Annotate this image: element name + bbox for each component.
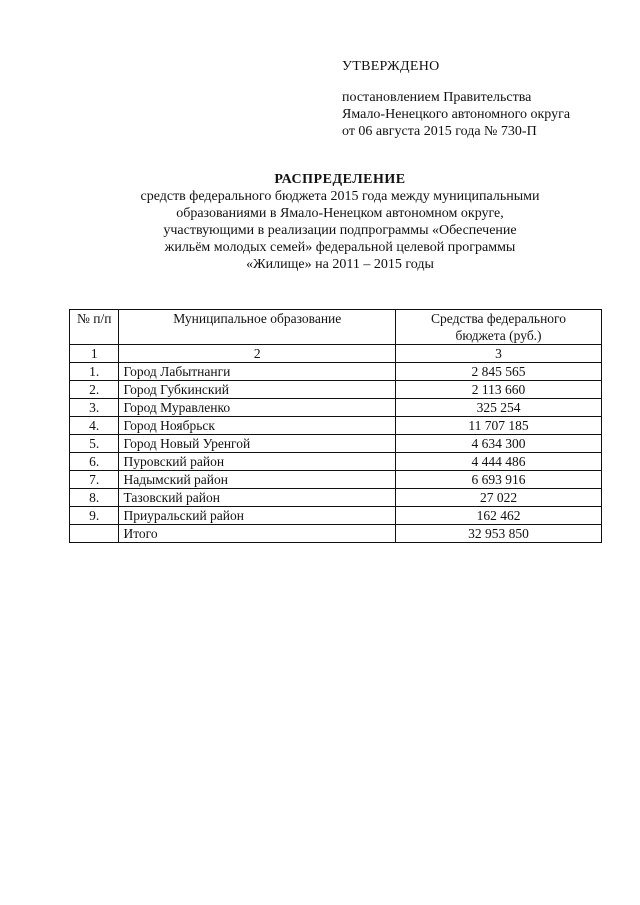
header-amount bbox=[396, 310, 602, 345]
row-name: Надымский район bbox=[119, 471, 396, 489]
row-amount: 6 693 916 bbox=[396, 471, 602, 489]
total-label: Итого bbox=[119, 525, 396, 543]
index-cell: 2 bbox=[119, 345, 396, 363]
table-row bbox=[70, 363, 602, 381]
row-num: 9. bbox=[70, 507, 119, 525]
table-index-row bbox=[70, 345, 602, 363]
title-line: участвующими в реализации подпрограммы «Обеспечение bbox=[163, 223, 517, 238]
row-amount: 325 254 bbox=[396, 399, 602, 417]
table-row bbox=[70, 435, 602, 453]
row-num: 8. bbox=[70, 489, 119, 507]
approval-stamp: УТВЕРЖДЕНО bbox=[342, 59, 440, 74]
row-amount: 27 022 bbox=[396, 489, 602, 507]
index-cell: 1 bbox=[70, 345, 119, 363]
title-heading: РАСПРЕДЕЛЕНИЕ bbox=[274, 172, 406, 187]
title-line: «Жилище» на 2011 – 2015 годы bbox=[246, 257, 434, 272]
approval-line: постановлением Правительства bbox=[342, 90, 532, 105]
row-num: 6. bbox=[70, 453, 119, 471]
row-num: 4. bbox=[70, 417, 119, 435]
row-num: 7. bbox=[70, 471, 119, 489]
row-num: 1. bbox=[70, 363, 119, 381]
row-name: Город Муравленко bbox=[119, 399, 396, 417]
title-line: средств федерального бюджета 2015 года между муниципальными bbox=[140, 189, 540, 204]
table-header-row bbox=[70, 310, 602, 345]
row-name: Тазовский район bbox=[119, 489, 396, 507]
table-row bbox=[70, 453, 602, 471]
table-row bbox=[70, 507, 602, 525]
row-amount: 4 634 300 bbox=[396, 435, 602, 453]
row-name: Пуровский район bbox=[119, 453, 396, 471]
header-num: № п/п bbox=[70, 310, 119, 345]
title-line: образованиями в Ямало-Ненецком автономном округе, bbox=[176, 206, 504, 221]
total-num bbox=[70, 525, 119, 543]
row-amount: 2 113 660 bbox=[396, 381, 602, 399]
row-num: 2. bbox=[70, 381, 119, 399]
table-row bbox=[70, 471, 602, 489]
distribution-table bbox=[69, 309, 602, 543]
header-amount-line: бюджета (руб.) bbox=[455, 328, 542, 343]
row-name: Город Новый Уренгой bbox=[119, 435, 396, 453]
header-name: Муниципальное образование bbox=[119, 310, 396, 345]
row-amount: 2 845 565 bbox=[396, 363, 602, 381]
row-num: 3. bbox=[70, 399, 119, 417]
row-name: Город Лабытнанги bbox=[119, 363, 396, 381]
total-amount: 32 953 850 bbox=[396, 525, 602, 543]
header-amount-line: Средства федерального bbox=[431, 311, 567, 326]
row-name: Город Ноябрьск bbox=[119, 417, 396, 435]
row-name: Город Губкинский bbox=[119, 381, 396, 399]
row-amount: 11 707 185 bbox=[396, 417, 602, 435]
table-row bbox=[70, 399, 602, 417]
title-line: жильём молодых семей» федеральной целевой программы bbox=[164, 240, 516, 255]
row-amount: 4 444 486 bbox=[396, 453, 602, 471]
row-name: Приуральский район bbox=[119, 507, 396, 525]
table-total-row bbox=[70, 525, 602, 543]
index-cell: 3 bbox=[396, 345, 602, 363]
table-row bbox=[70, 489, 602, 507]
approval-block bbox=[342, 58, 612, 140]
approval-line: от 06 августа 2015 года № 730-П bbox=[342, 124, 537, 139]
row-amount: 162 462 bbox=[396, 507, 602, 525]
table-row bbox=[70, 381, 602, 399]
row-num: 5. bbox=[70, 435, 119, 453]
document-title bbox=[70, 171, 610, 273]
table-row bbox=[70, 417, 602, 435]
approval-line: Ямало-Ненецкого автономного округа bbox=[342, 107, 571, 122]
